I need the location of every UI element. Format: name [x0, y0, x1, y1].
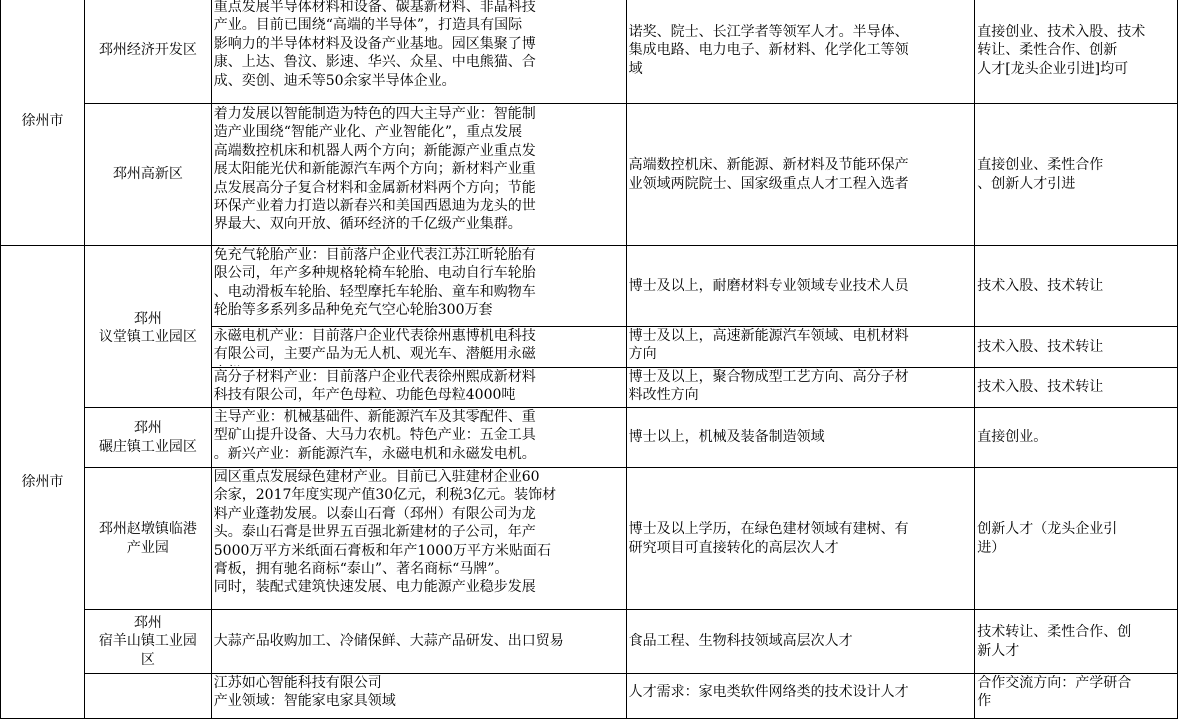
city-cell[interactable]: 徐州市 [1, 246, 85, 719]
industry-cell[interactable]: 江苏如心智能科技有限公司 产业领域：智能家电家具领域 [211, 674, 626, 719]
park-cell[interactable]: 邳州 议堂镇工业园区 [84, 246, 211, 408]
park-cell[interactable]: 邳州经济开发区 [84, 0, 211, 104]
industry-cell[interactable]: 大蒜产品收购加工、冷储保鲜、大蒜产品研发、出口贸易 [211, 610, 626, 674]
cooperation-cell[interactable]: 直接创业、柔性合作 、创新人才引进 [975, 104, 1178, 246]
talent-cell[interactable]: 博士及以上，耐磨材料专业领域专业技术人员 [626, 246, 975, 327]
table-row [1, 468, 1178, 610]
cooperation-cell[interactable]: 创新人才（龙头企业引 进） [975, 468, 1178, 610]
cooperation-cell[interactable]: 技术入股、技术转让 [975, 246, 1178, 327]
table-row [1, 0, 1178, 104]
park-cell[interactable] [84, 674, 211, 719]
cooperation-cell[interactable]: 直接创业。 [975, 408, 1178, 468]
cooperation-cell[interactable]: 合作交流方向：产学研合 作 [975, 674, 1178, 719]
cooperation-cell[interactable]: 技术入股、技术转让 [975, 368, 1178, 408]
industry-cell[interactable]: 主导产业：机械基础件、新能源汽车及其零配件、重 型矿山提升设备、大马力农机。特色产业：五金工具 。新兴产业：新能源汽车，永磁电机和永磁发电机。 [211, 408, 626, 468]
industry-cell[interactable]: 着力发展以智能制造为特色的四大主导产业：智能制 造产业围绕“智能产业化、产业智能化”，重点发展 高端数控机床和机器人两个方向；新能源产业重点发 展太阳能光伏和新能源汽车两个方向；新材料产业重 点发展高分子复合材料和金属新材料两个方向；节能 环保产业着力打造以新春兴和美国西恩迪为龙头的世 界最大、双向开放、循环经济的千亿级产业集群。 [211, 104, 626, 246]
industry-cell[interactable]: 高分子材料产业：目前落户企业代表徐州熙成新材料 科技有限公司，年产色母粒、功能色母粒4000吨 [211, 368, 626, 408]
talent-cell[interactable]: 博士及以上，聚合物成型工艺方向、高分子材 料改性方向 [626, 368, 975, 408]
table-row [1, 246, 1178, 327]
park-cell[interactable]: 邳州 碾庄镇工业园区 [84, 408, 211, 468]
talent-cell[interactable]: 博士及以上学历，在绿色建材领域有建树、有 研究项目可直接转化的高层次人才 [626, 468, 975, 610]
talent-cell[interactable]: 高端数控机床、新能源、新材料及节能环保产 业领域两院院士、国家级重点人才工程入选者 [626, 104, 975, 246]
table-row [1, 104, 1178, 246]
industry-cell[interactable]: 重点发展半导体材料和设备、碳基新材料、非晶科技 产业。目前已围绕“高端的半导体”，打造具有国际 影响力的半导体材料及设备产业基地。园区集聚了博 康、上达、鲁汶、影速、华兴、众星、中电熊猫、合 成、奕创、迪禾等50余家半导体企业。 [211, 0, 626, 104]
industry-cell[interactable]: 免充气轮胎产业：目前落户企业代表江苏江昕轮胎有 限公司，年产多种规格轮椅车轮胎、电动自行车轮胎 、电动滑板车轮胎、轻型摩托车轮胎、童车和购物车 轮胎等多系列多品种免充气空心轮胎300万套 [211, 246, 626, 327]
talent-cell[interactable]: 诺奖、院士、长江学者等领军人才。半导体、 集成电路、电力电子、新材料、化学化工等领 域 [626, 0, 975, 104]
industry-cell[interactable]: 永磁电机产业：目前落户企业代表徐州惠博机电科技 有限公司，主要产品为无人机、观光车、潜艇用永磁 [211, 327, 626, 368]
talent-cell[interactable]: 博士及以上，高速新能源汽车领域、电机材料 方向 [626, 327, 975, 368]
table-row [1, 674, 1178, 719]
talent-cell[interactable]: 人才需求：家电类软件网络类的技术设计人才 [626, 674, 975, 719]
industry-cell[interactable]: 园区重点发展绿色建材产业。目前已入驻建材企业60 余家，2017年度实现产值30亿元，利税3亿元。装饰材 料产业蓬勃发展。以泰山石膏（邳州）有限公司为龙 头。泰山石膏是世界五百强北新建材的子公司，年产 5000万平方米纸面石膏板和年产1000万平方米贴面石 膏板，拥有驰名商标“泰山”、著名商标“马牌”。 同时，装配式建筑快速发展、电力能源产业稳步发展 [211, 468, 626, 610]
park-cell[interactable]: 邳州赵墩镇临港 产业园 [84, 468, 211, 610]
talent-cell[interactable]: 食品工程、生物科技领域高层次人才 [626, 610, 975, 674]
park-cell[interactable]: 邳州 宿羊山镇工业园 区 [84, 610, 211, 674]
cooperation-cell[interactable]: 技术转让、柔性合作、创 新人才 [975, 610, 1178, 674]
park-cell[interactable]: 邳州高新区 [84, 104, 211, 246]
cooperation-cell[interactable]: 直接创业、技术入股、技术 转让、柔性合作、创新 人才[龙头企业引进]均可 [975, 0, 1178, 104]
cooperation-cell[interactable]: 技术入股、技术转让 [975, 327, 1178, 368]
city-cell[interactable]: 徐州市 [1, 0, 85, 246]
talent-cell[interactable]: 博士以上，机械及装备制造领域 [626, 408, 975, 468]
table-row [1, 610, 1178, 674]
table-row [1, 408, 1178, 468]
